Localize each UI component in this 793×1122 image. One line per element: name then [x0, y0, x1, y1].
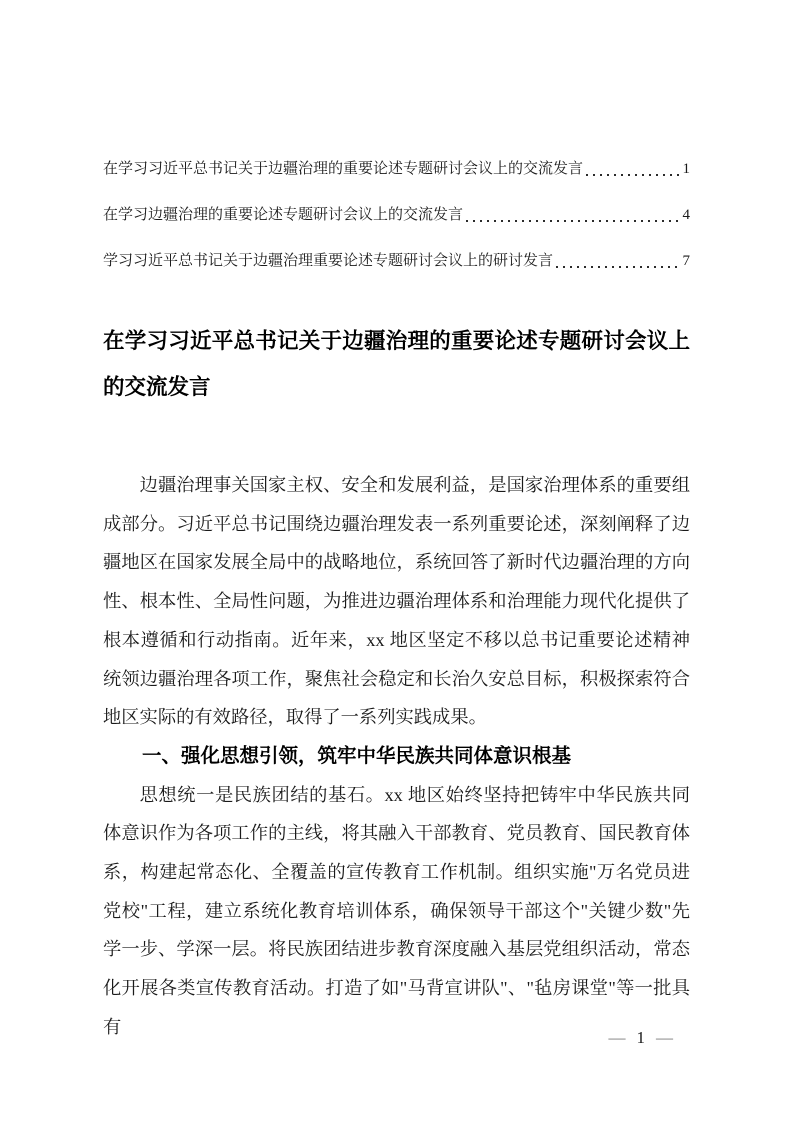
toc-page-number: 1: [682, 161, 690, 177]
toc-leader-dots: [556, 266, 680, 268]
footer-dash-left: —: [608, 1028, 626, 1047]
body-paragraph: 思想统一是民族团结的基石。xx 地区始终坚持把铸牢中华民族共同体意识作为各项工作的主线，将其融入干部教育、党员教育、国民教育体系，构建起常态化、全覆盖的宣传教育工作机制。组织实施"万名党员进党校"工程，建立系统化教育培训体系，确保领导干部这个"关键少数"先学一步、学深一层。将民族团结进步教育深度融入基层党组织活动，常态化开展各类宣传教育活动。打造了如"马背宣讲队"、"毡房课堂"等一批具有: [103, 784, 690, 1037]
toc-page-number: 4: [682, 207, 690, 223]
toc-page-number: 7: [682, 253, 690, 269]
footer-dash-right: —: [656, 1028, 673, 1047]
section-heading: 一、强化思想引领，筑牢中华民族共同体意识根基: [142, 744, 572, 767]
toc-entry[interactable]: [103, 250, 690, 272]
toc-entry-title: 在学习边疆治理的重要论述专题研讨会议上的交流发言: [103, 207, 464, 223]
toc-leader-dots: [466, 220, 680, 222]
table-of-contents: [103, 158, 690, 272]
body-paragraph: 边疆治理事关国家主权、安全和发展利益，是国家治理体系的重要组成部分。习近平总书记围绕边疆治理发表一系列重要论述，深刻阐释了边疆地区在国家发展全局中的战略地位，系统回答了新时代边疆治理的方向性、根本性、全局性问题，为推进边疆治理体系和治理能力现代化提供了根本遵循和行动指南。近年来，xx 地区坚定不移以总书记重要论述精神统领边疆治理各项工作，聚焦社会稳定和长治久安总目标，积极探索符合地区实际的有效路径，取得了一系列实践成果。: [103, 475, 690, 728]
toc-entry-title: 学习习近平总书记关于边疆治理重要论述专题研讨会议上的研讨发言: [103, 253, 554, 269]
page-footer: [609, 1026, 674, 1050]
toc-entry-title: 在学习习近平总书记关于边疆治理的重要论述专题研讨会议上的交流发言: [103, 161, 584, 177]
document-title: 在学习习近平总书记关于边疆治理的重要论述专题研讨会议上的交流发言: [103, 329, 690, 399]
toc-leader-dots: [586, 174, 680, 176]
footer-page-number: 1: [636, 1028, 645, 1047]
toc-entry[interactable]: [103, 158, 690, 180]
toc-entry[interactable]: [103, 204, 690, 226]
